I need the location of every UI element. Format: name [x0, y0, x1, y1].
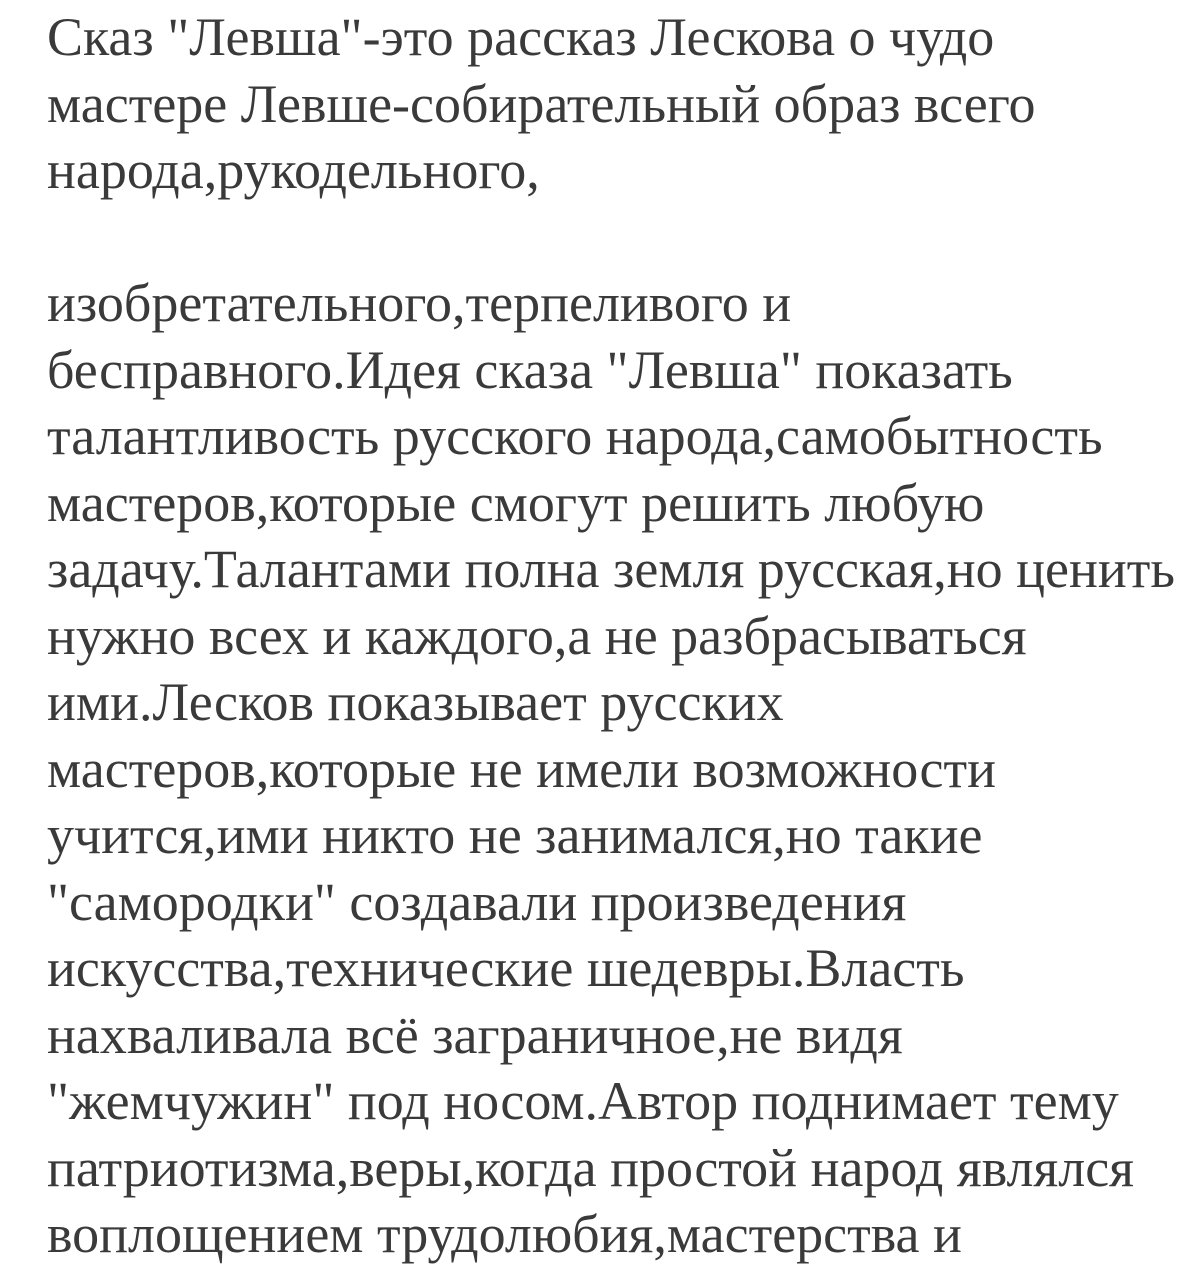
paragraph-2 — [47, 270, 1187, 1268]
article-text — [47, 4, 1187, 1268]
text-line: учится,ими никто не занимался,но такие — [47, 805, 983, 865]
text-line: бесправного.Идея сказа "Левша" показать — [47, 339, 1013, 400]
text-line: ими.Лесков показывает русских — [47, 672, 784, 732]
text-line: мастере Левше-собирательный образ всего — [47, 73, 1036, 134]
text-line: народа,рукодельного, — [47, 140, 540, 200]
paragraph-gap — [47, 204, 1187, 271]
text-line: мастеров,которые не имели возможности — [47, 738, 997, 799]
text-line: талантливость русского народа,самобытность — [47, 406, 1103, 466]
text-line: изобретательного,терпеливого и — [47, 273, 792, 333]
text-line: искусства,технические шедевры.Власть — [47, 938, 965, 998]
text-line: воплощением трудолюбия,мастерства и — [47, 1204, 962, 1264]
text-line: мастеров,которые смогут решить любую — [47, 472, 985, 533]
text-line: "самородки" создавали произведения — [47, 871, 907, 932]
text-line: нахваливала всё заграничное,не видя — [47, 1004, 903, 1065]
text-line: нужно всех и каждого,а не разбрасываться — [47, 605, 1027, 666]
text-line: Сказ "Левша"-это рассказ Лескова о чудо — [47, 7, 995, 67]
text-line: задачу.Талантами полна земля русская,но ценить — [47, 539, 1176, 599]
text-line: патриотизма,веры,когда простой народ являлся — [47, 1137, 1135, 1198]
text-line: "жемчужин" под носом.Автор поднимает тему — [47, 1071, 1119, 1131]
paragraph-1 — [47, 4, 1187, 204]
